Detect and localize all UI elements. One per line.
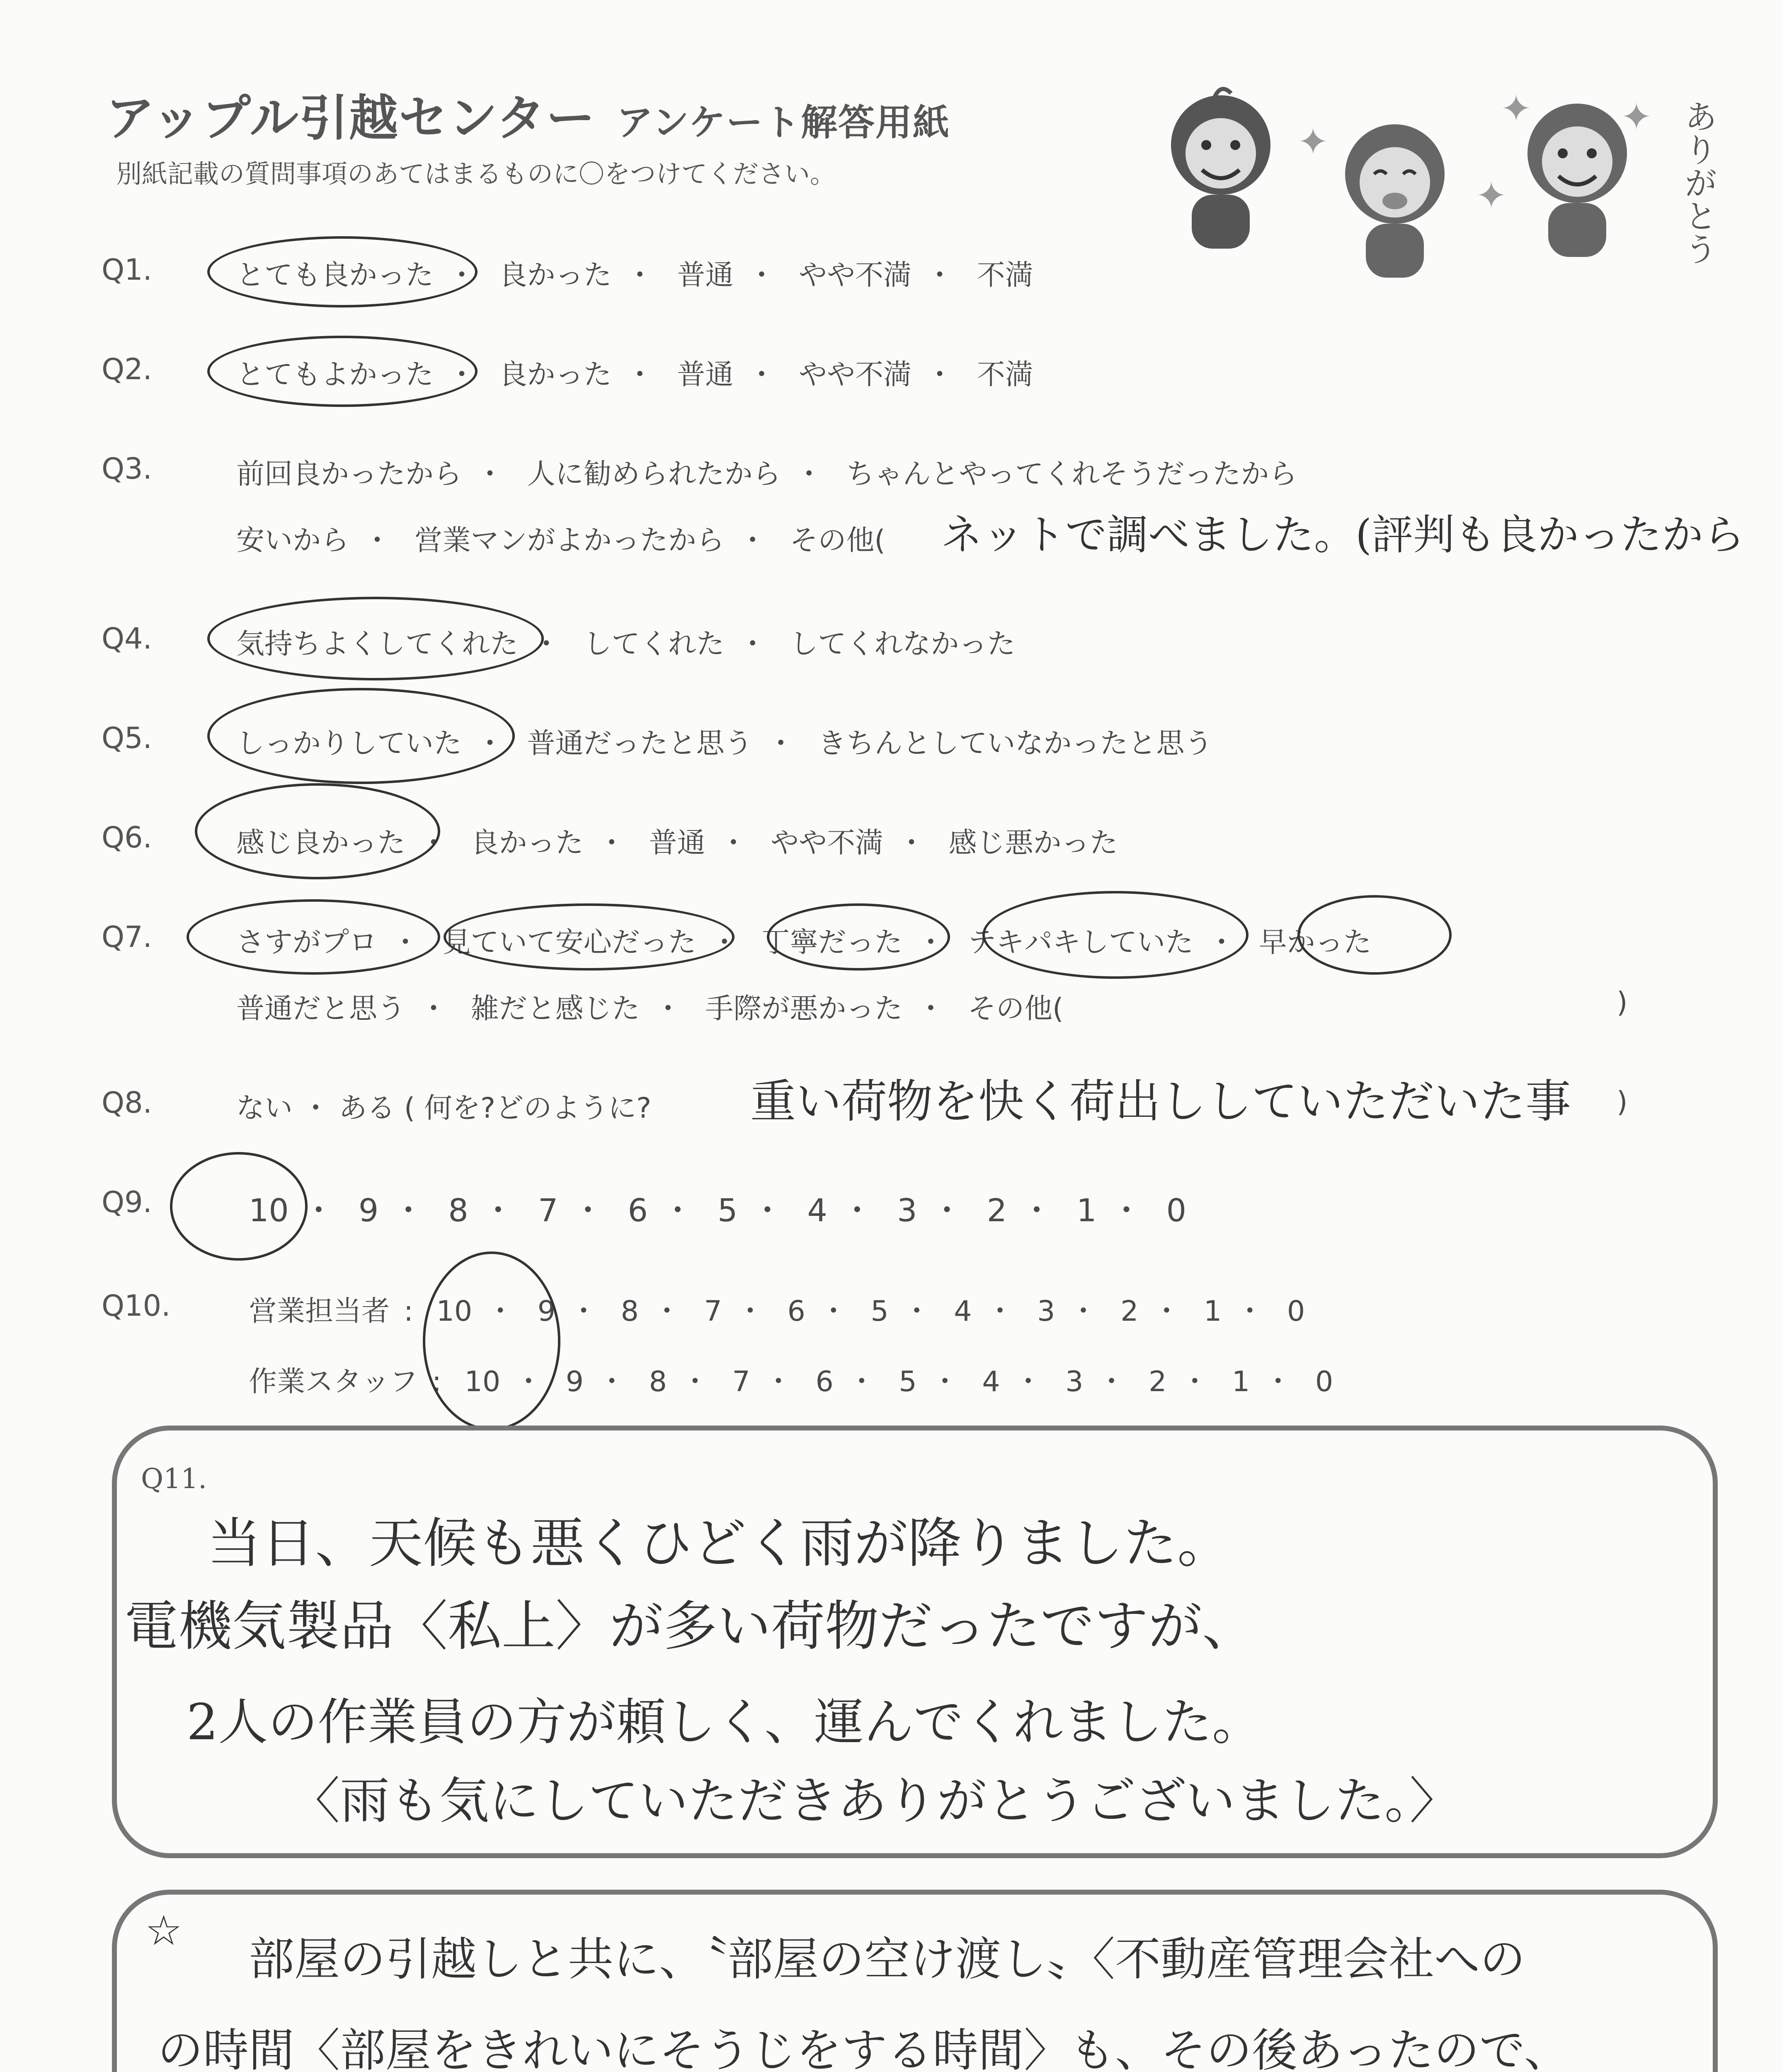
q7-selection-circle [187,899,440,975]
q9-scale: 10 ・ 9 ・ 8 ・ 7 ・ 6 ・ 5 ・ 4 ・ 3 ・ 2 ・ 1 ・ 0 [249,1192,1187,1229]
q10-staff-score[interactable]: 6 [815,1365,834,1398]
sparkle-icon: ✦ [1476,174,1507,218]
q9-score[interactable]: 7 [538,1192,558,1229]
q2-option[interactable]: やや不満 [798,358,912,391]
q9-score[interactable]: 9 [358,1192,379,1229]
q7-option[interactable]: テキパキしていた [967,926,1193,959]
q4-option[interactable]: してくれた [583,628,725,661]
q1-options: とても良かった ・ 良かった ・ 普通 ・ やや不満 ・ 不満 [236,259,1033,292]
q7-label: Q7. [102,920,152,954]
q1-option[interactable]: やや不満 [798,259,912,292]
q1-label: Q1. [102,253,152,287]
q10-sales-row: 営業担当者 : 10 ・ 9 ・ 8 ・ 7 ・ 6 ・ 5 ・ 4 ・ 3 ・ 2 ・ 1 ・ 0 [249,1295,1305,1328]
q9-selection-circle [170,1152,308,1261]
q9-score[interactable]: 8 [448,1192,468,1229]
q9-score[interactable]: 4 [807,1192,827,1229]
q6-option[interactable]: 良かった [470,827,584,859]
q6-label: Q6. [102,821,152,854]
instruction-text: 別紙記載の質問事項のあてはまるものに〇をつけてください。 [116,159,836,189]
q3-other-answer: ネットで調べました。(評判も良かったから [941,511,1745,559]
q5-option[interactable]: しっかりしていた [236,727,462,760]
q7-option[interactable]: さすがプロ [236,926,378,959]
q1-selection-circle [207,236,478,307]
q7-option[interactable]: 雑だと感じた [470,992,640,1025]
q6-options: 感じ良かった ・ 良かった ・ 普通 ・ やや不満 ・ 感じ悪かった [236,827,1118,859]
q10-staff-row: 作業スタッフ : 10 ・ 9 ・ 8 ・ 7 ・ 6 ・ 5 ・ 4 ・ 3 ・ 2 ・ 1 ・ 0 [249,1365,1333,1398]
q3-options-line2: 安いから ・ 営業マンがよかったから ・ その他( [236,524,885,557]
monkey-mascot-icon [1152,83,1289,257]
q10-label: Q10. [102,1289,171,1323]
q10-sales-score[interactable]: 5 [870,1295,889,1328]
q10-staff-score[interactable]: 2 [1149,1365,1167,1398]
q6-option[interactable]: 感じ悪かった [948,827,1118,859]
q10-staff-score[interactable]: 3 [1065,1365,1084,1398]
q5-selection-circle [207,688,515,784]
q11-label: Q11. [141,1463,207,1495]
form-subtitle: アンケート解答用紙 [616,101,950,144]
q5-option[interactable]: きちんとしていなかったと思う [818,727,1213,760]
q7-option[interactable]: 普通だと思う [236,992,406,1025]
q10-sales-score[interactable]: 0 [1287,1295,1305,1328]
note-line: 部屋の引越しと共に、〝部屋の空け渡し〟〈不動産管理会社への [249,1933,1525,1986]
mascot-caption: ありがとう [1679,99,1717,265]
q1-option[interactable]: 不満 [977,259,1033,292]
q10-staff-score[interactable]: 0 [1315,1365,1333,1398]
q9-score[interactable]: 3 [897,1192,917,1229]
q7-option[interactable]: 早かった [1258,926,1372,959]
q5-options: しっかりしていた ・ 普通だったと思う ・ きちんとしていなかったと思う [236,727,1213,760]
q3-label: Q3. [102,452,152,486]
q10-staff-score[interactable]: 10 [464,1365,501,1398]
q2-option[interactable]: 不満 [977,358,1033,391]
q1-option[interactable]: とても良かった [236,259,434,292]
q7-option[interactable]: その他( [967,992,1064,1025]
q10-sales-label: 営業担当者 [249,1295,390,1328]
form-title [106,79,950,149]
q7-close-paren: ) [1617,986,1628,1019]
q9-score[interactable]: 5 [718,1192,738,1229]
q10-staff-score[interactable]: 1 [1232,1365,1250,1398]
q6-option[interactable]: やや不満 [770,827,883,859]
q10-sales-score[interactable]: 8 [621,1295,639,1328]
q9-score[interactable]: 1 [1076,1192,1097,1229]
q1-option[interactable]: 良かった [499,259,612,292]
q10-staff-score[interactable]: 5 [899,1365,917,1398]
q10-sales-score[interactable]: 6 [787,1295,805,1328]
note-line: の時間〈部屋をきれいにそうじをする時間〉も、その後あったので、 [158,2024,1570,2072]
q10-staff-score[interactable]: 8 [649,1365,667,1398]
q4-options: 気持ちよくしてくれた ・ してくれた ・ してくれなかった [236,628,1016,661]
q7-option[interactable]: 見ていて安心だった [442,926,696,959]
q10-sales-score[interactable]: 10 [436,1295,473,1328]
q2-option[interactable]: 良かった [499,358,612,391]
q10-staff-score[interactable]: 7 [732,1365,750,1398]
q7-option[interactable]: 丁寧だった [761,926,903,959]
q1-option[interactable]: 普通 [677,259,734,292]
q5-option[interactable]: 普通だったと思う [527,727,753,760]
q3-option[interactable]: 営業マンがよかったから [414,524,725,557]
q5-label: Q5. [102,721,152,755]
q10-staff-score[interactable]: 9 [565,1365,584,1398]
q6-option[interactable]: 普通 [649,827,706,859]
q8-close-paren: ) [1617,1086,1628,1118]
q9-score[interactable]: 2 [987,1192,1007,1229]
q7-selection-circle [982,891,1249,979]
sparkle-icon: ✦ [1621,95,1652,139]
q3-option[interactable]: 前回良かったから [236,458,462,491]
company-name: アップル引越センター [106,90,596,147]
q2-option[interactable]: 普通 [677,358,734,391]
q10-sales-score[interactable]: 4 [954,1295,972,1328]
q8-label: Q8. [102,1086,152,1120]
q10-sales-score[interactable]: 1 [1203,1295,1222,1328]
q8-prefix: ない ・ ある ( 何を?どのように? [236,1092,652,1125]
sparkle-icon: ✦ [1501,87,1532,131]
q3-option[interactable]: その他( [790,524,885,557]
q2-label: Q2. [102,352,152,386]
q10-sales-score[interactable]: 9 [537,1295,555,1328]
q4-label: Q4. [102,622,152,656]
q10-selection-circle [423,1251,560,1431]
q9-score[interactable]: 0 [1166,1192,1187,1229]
q10-sales-score[interactable]: 7 [704,1295,722,1328]
q7-option[interactable]: 手際が悪かった [705,992,903,1025]
q7-selection-circle [767,903,950,971]
q11-line: 当日、天候も悪くひどく雨が降りました。 [207,1512,1232,1575]
q3-options-line1: 前回良かったから ・ 人に勧められたから ・ ちゃんとやってくれそうだったから [236,458,1297,491]
q7-options-line1: さすがプロ ・ 見ていて安心だった ・ 丁寧だった ・ テキパキしていた ・ 早かった [236,926,1372,959]
q7-selection-circle [444,903,735,971]
q7-selection-circle [1297,895,1452,975]
q6-option[interactable]: 感じ良かった [236,827,406,859]
sparkle-icon: ✦ [1297,120,1329,164]
q10-staff-score[interactable]: 4 [982,1365,1000,1398]
q10-staff-label: 作業スタッフ [249,1365,418,1398]
note-star-icon: ☆ [145,1906,182,1955]
q9-score[interactable]: 6 [628,1192,648,1229]
monkey-mascot-icon [1326,112,1463,286]
q4-option[interactable]: 気持ちよくしてくれた [236,628,519,661]
q11-line: 2人の作業員の方が頼しく、運んでくれました。 [187,1694,1262,1751]
q11-line: 電機気製品〈私上〉が多い荷物だったですが、 [124,1595,1256,1658]
q10-sales-score[interactable]: 2 [1120,1295,1139,1328]
q6-selection-circle [195,783,440,879]
q2-option[interactable]: とてもよかった [236,358,434,391]
q3-option[interactable]: ちゃんとやってくれそうだったから [846,458,1297,491]
q9-label: Q9. [102,1185,152,1219]
q2-selection-circle [207,336,478,407]
q9-score[interactable]: 10 [249,1192,289,1229]
q8-answer: 重い荷物を快く荷出ししていただいた事 [750,1075,1571,1128]
q10-sales-score[interactable]: 3 [1037,1295,1055,1328]
q2-options: とてもよかった ・ 良かった ・ 普通 ・ やや不満 ・ 不満 [236,358,1033,391]
q3-option[interactable]: 安いから [236,524,349,557]
q4-option[interactable]: してくれなかった [790,628,1016,661]
q4-selection-circle [207,597,544,680]
q3-option[interactable]: 人に勧められたから [527,458,781,491]
q11-line: 〈雨も気にしていただきありがとうございました。〉 [290,1772,1459,1830]
q7-options-line2: 普通だと思う ・ 雑だと感じた ・ 手際が悪かった ・ その他( [236,992,1064,1025]
